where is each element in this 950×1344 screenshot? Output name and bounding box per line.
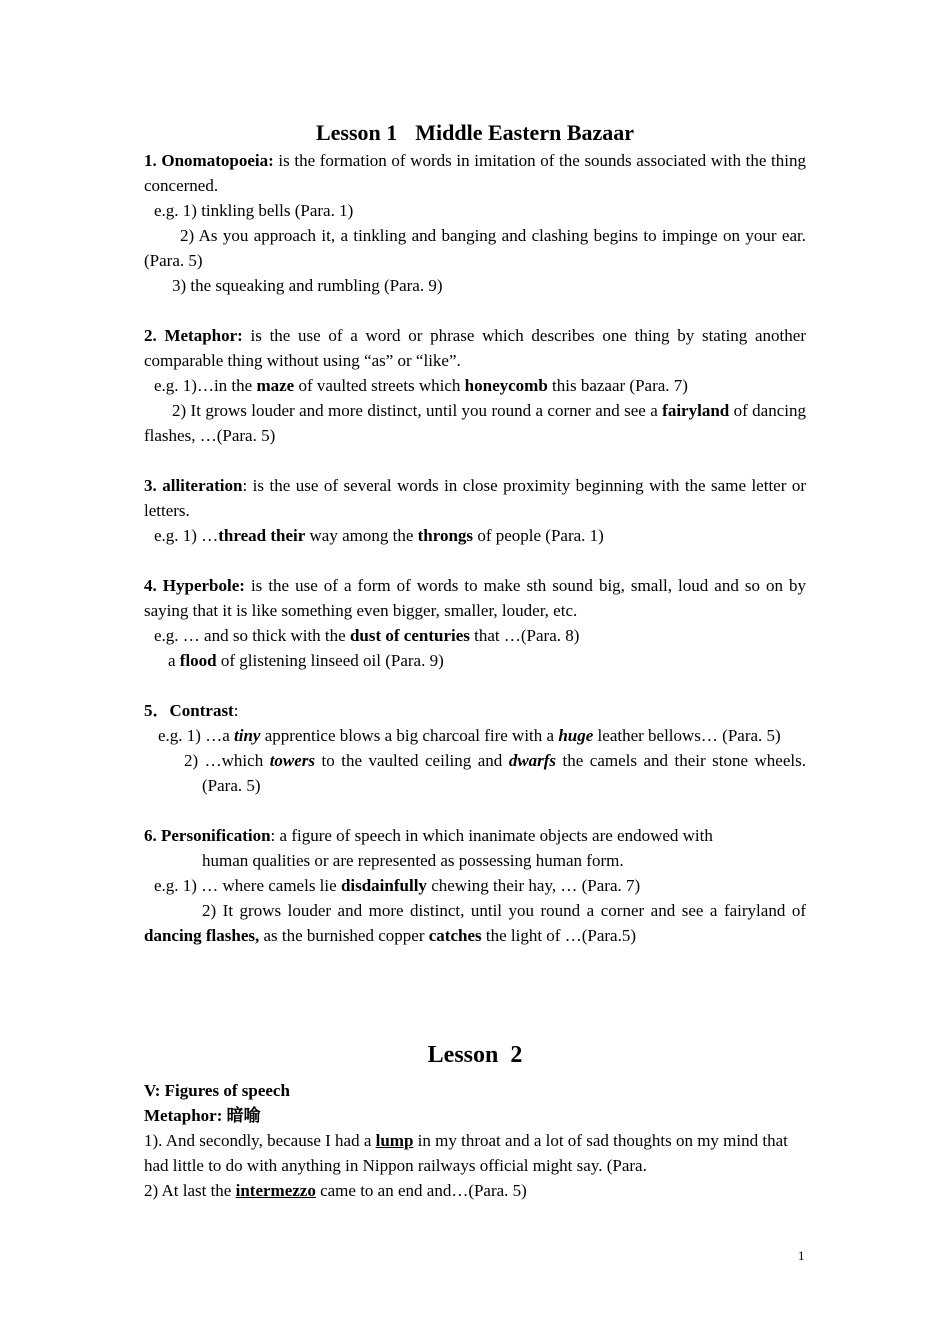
lesson2-example-2 — [144, 1178, 806, 1203]
text: 2) It grows louder and more distinct, until you round a corner and see a fairyland of — [202, 901, 806, 920]
onomatopoeia-term: 1. Onomatopoeia: — [144, 151, 274, 170]
bold-italic-text: towers — [269, 751, 316, 770]
text: to the vaulted ceiling and — [315, 751, 509, 770]
bold-text: disdainfully — [340, 876, 427, 895]
text: : — [233, 701, 239, 720]
text: 1). And secondly, because I had a — [144, 1131, 376, 1150]
alliteration-example-1 — [144, 523, 806, 548]
metaphor-example-2 — [144, 398, 806, 448]
bold-text: throngs — [417, 526, 474, 545]
bold-text: flood — [179, 651, 217, 670]
bold-text: honeycomb — [464, 376, 548, 395]
text: way among the — [305, 526, 418, 545]
text: of vaulted streets which — [294, 376, 465, 395]
text: in my throat and a lot of sad thoughts on my mind that had little to do with anything in Nippon railways official might say. (Para. — [144, 1131, 788, 1175]
personification-example-1 — [144, 873, 806, 898]
bold-text: catches — [428, 926, 482, 945]
text: of glistening linseed oil (Para. 9) — [216, 651, 444, 670]
text: a — [168, 651, 180, 670]
definition-text: : is the use of several words in close proximity beginning with the same letter or letters. — [144, 476, 807, 520]
personification-definition — [144, 823, 806, 848]
lesson2-title — [144, 1040, 806, 1070]
bold-text: thread their — [218, 526, 306, 545]
hyperbole-example-1 — [144, 623, 806, 648]
text: chewing their hay, … (Para. 7) — [426, 876, 641, 895]
bold-italic-text: huge — [558, 726, 594, 745]
text: e.g. 1) … where camels lie — [154, 876, 341, 895]
contrast-number: 5． — [144, 701, 170, 720]
contrast-heading — [144, 698, 806, 723]
personification-definition-cont: human qualities or are represented as possessing human form. — [202, 851, 624, 870]
metaphor-definition — [144, 323, 806, 373]
bold-text: dancing flashes, — [144, 926, 260, 945]
bold-text: V: Figures of speech — [144, 1081, 290, 1100]
text: 2) At last the — [144, 1181, 236, 1200]
alliteration-term: 3. alliteration — [144, 476, 243, 495]
lesson1-title-number: Lesson 1 — [315, 120, 398, 145]
personification-term: 6. Personification — [144, 826, 271, 845]
onomatopoeia-definition — [144, 148, 806, 198]
onomatopoeia-example-1: e.g. 1) tinkling bells (Para. 1) — [154, 201, 354, 220]
text: as the burnished copper — [259, 926, 429, 945]
lesson1-title — [144, 118, 806, 148]
contrast-example-2 — [144, 748, 806, 798]
lesson2-title-word: Lesson — [427, 1042, 499, 1068]
text: 2) It grows louder and more distinct, until you round a corner and see a — [172, 401, 663, 420]
text: leather bellows… (Para. 5) — [593, 726, 781, 745]
hyperbole-definition — [144, 573, 806, 623]
bold-italic-text: dwarfs — [508, 751, 557, 770]
contrast-term: Contrast — [169, 701, 234, 720]
bold-text: fairyland — [662, 401, 730, 420]
text: 2) …which — [184, 751, 270, 770]
bold-italic-text: tiny — [234, 726, 261, 745]
lesson2-heading-metaphor — [144, 1103, 806, 1128]
onomatopoeia-example-3: 3) the squeaking and rumbling (Para. 9) — [172, 276, 443, 295]
lesson2-title-number: 2 — [510, 1042, 523, 1068]
text: e.g. 1) … — [154, 526, 219, 545]
text: apprentice blows a big charcoal fire with a — [260, 726, 559, 745]
bold-text: maze — [256, 376, 295, 395]
bold-text: Metaphor: 暗喻 — [144, 1106, 261, 1125]
text: of dancing flashes, …(Para. 5) — [144, 401, 806, 445]
text: e.g. … and so thick with the — [154, 626, 350, 645]
text: this bazaar (Para. 7) — [547, 376, 688, 395]
bold-text: dust of centuries — [349, 626, 470, 645]
text: the light of …(Para.5) — [481, 926, 636, 945]
hyperbole-example-2 — [144, 648, 806, 673]
definition-text: is the formation of words in imitation of the sounds associated with the thing concerned. — [144, 151, 806, 195]
definition-text: : a figure of speech in which inanimate objects are endowed with — [270, 826, 713, 845]
text: of people (Para. 1) — [473, 526, 604, 545]
hyperbole-term: 4. Hyperbole: — [144, 576, 245, 595]
text: that …(Para. 8) — [469, 626, 580, 645]
underlined-text: lump — [375, 1131, 414, 1150]
lesson2-example-1 — [144, 1128, 806, 1178]
underlined-text: intermezzo — [235, 1181, 316, 1200]
personification-example-2 — [144, 898, 806, 948]
metaphor-term: 2. Metaphor: — [144, 326, 243, 345]
page-number: 1 — [798, 1248, 805, 1263]
text: the camels and their stone wheels. (Para. 5) — [202, 751, 806, 795]
text: came to an end and…(Para. 5) — [315, 1181, 527, 1200]
onomatopoeia-example-2: 2) As you approach it, a tinkling and banging and clashing begins to impinge on your ear. (Para. 5) — [144, 226, 806, 270]
alliteration-definition — [144, 473, 806, 523]
contrast-example-1 — [144, 723, 806, 748]
document-page — [144, 118, 806, 1203]
lesson1-title-text: Middle Eastern Bazaar — [415, 120, 635, 145]
metaphor-example-1 — [144, 373, 806, 398]
text: e.g. 1)…in the — [154, 376, 257, 395]
text: e.g. 1) …a — [158, 726, 235, 745]
lesson2-heading-figures — [144, 1078, 806, 1103]
definition-text: is the use of a form of words to make sth sound big, small, loud and so on by saying that it is like something even bigger, smaller, louder, etc. — [144, 576, 807, 620]
definition-text: is the use of a word or phrase which describes one thing by stating another comparable thing without using “as” or “like”. — [144, 326, 806, 370]
